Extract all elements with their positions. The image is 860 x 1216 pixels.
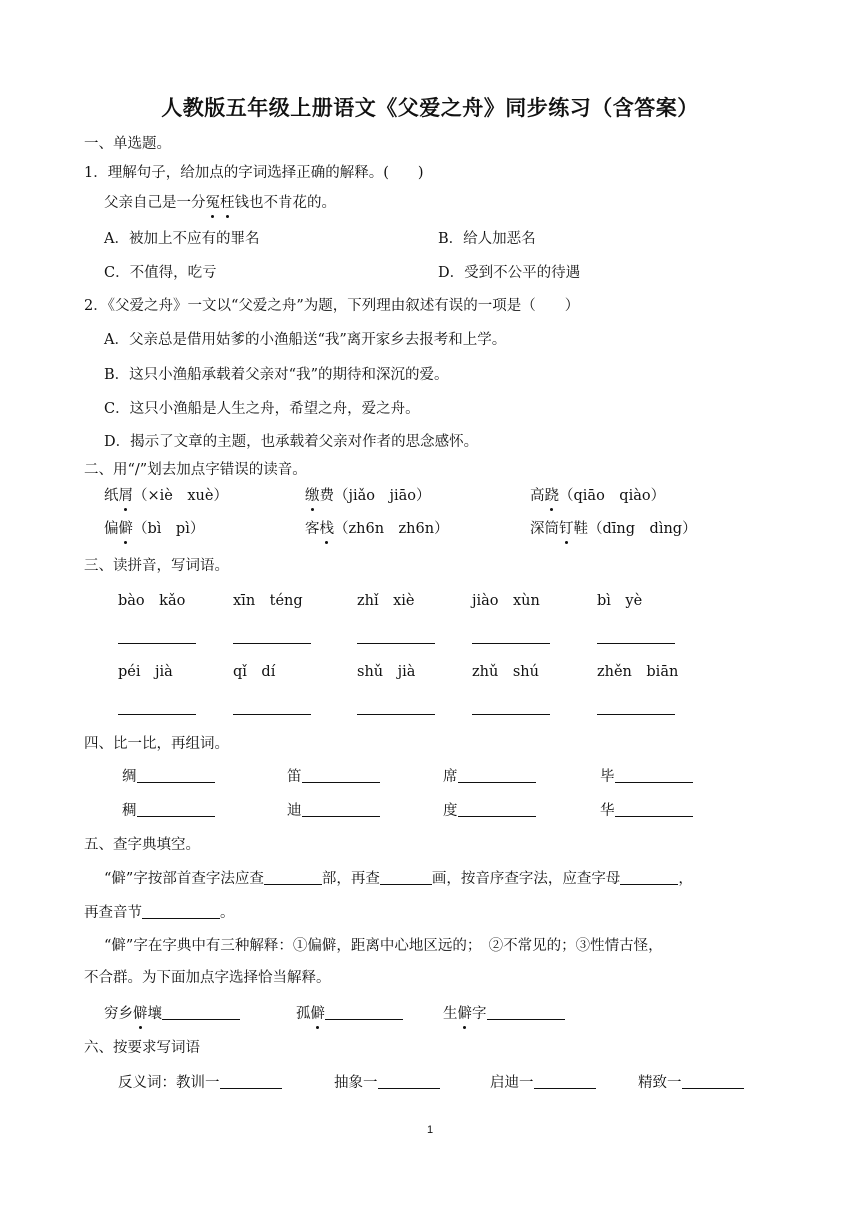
answer-blank[interactable] [137, 767, 215, 783]
answer-blank[interactable] [380, 869, 432, 885]
pinyin-prompt: zhǐ xiè [357, 593, 415, 609]
pinyin-prompt: jiào xùn [472, 593, 540, 609]
text: 画，按音序查字法，应查字母 [431, 871, 621, 887]
answer-blank[interactable] [220, 1073, 282, 1089]
page-number: 1 [426, 1124, 434, 1136]
compare-char: 迪 [287, 803, 302, 819]
answer-blank[interactable] [142, 903, 220, 919]
pinyin-item [530, 519, 697, 539]
section-6-heading: 六、按要求写词语 [84, 1040, 200, 1056]
answer-blank[interactable] [682, 1073, 744, 1089]
item-text: 高 [530, 488, 545, 504]
item-text: 费 [319, 488, 334, 504]
pinyin-prompt: bì yè [597, 593, 643, 609]
answer-blank[interactable] [233, 642, 311, 644]
compare-item [287, 801, 380, 821]
section-2-heading: 二、用“/”划去加点字错误的读音。 [84, 462, 307, 478]
answer-blank[interactable] [302, 801, 380, 817]
item-text: 偏 [104, 521, 119, 537]
answer-blank[interactable] [458, 767, 536, 783]
antonym-item [490, 1073, 596, 1093]
item-pinyin: （×iè xuè） [133, 488, 228, 504]
compare-item [600, 801, 693, 821]
answer-blank[interactable] [597, 642, 675, 644]
text: ， [678, 871, 693, 887]
pinyin-prompt: shǔ jià [357, 664, 416, 680]
text: 再查音节 [84, 905, 142, 921]
pinyin-item [104, 486, 228, 506]
q1-option-c: C．不值得，吃亏 [104, 265, 217, 281]
section-1-heading: 一、单选题。 [84, 136, 171, 152]
q2-option-a: A．父亲总是借用姑爹的小渔船送“我”离开家乡去报考和上学。 [104, 332, 507, 348]
s5-paragraph-1 [104, 869, 693, 889]
s5-word-1 [104, 1004, 240, 1024]
answer-blank[interactable] [118, 713, 196, 715]
q2-option-c: C．这只小渔船是人生之舟，希望之舟，爱之舟。 [104, 401, 420, 417]
section-4-heading: 四、比一比，再组词。 [84, 736, 229, 752]
item-pinyin: （jiǎo jiāo） [334, 488, 431, 504]
answer-blank[interactable] [137, 801, 215, 817]
antonym-label: 反义词： [118, 1075, 176, 1091]
q2-stem: 2．《父爱之舟》一文以“父爱之舟”为题，下列理由叙述有误的一项是（ ） [84, 298, 580, 314]
text: 部，再查 [321, 871, 380, 887]
dotted-char: 屑 [118, 488, 133, 504]
text: 。 [220, 905, 235, 921]
antonym-item [638, 1073, 744, 1093]
answer-blank[interactable] [534, 1073, 596, 1089]
antonym-item [334, 1073, 440, 1093]
dotted-char: 僻 [133, 1006, 148, 1022]
pinyin-prompt: bào kǎo [118, 593, 186, 609]
item-pinyin: （dīng dìng） [588, 521, 697, 537]
dotted-char: 枉 [220, 195, 235, 211]
item-text: 纸 [104, 488, 119, 504]
item-text: 鞋 [573, 521, 588, 537]
dotted-char: 僻 [310, 1006, 325, 1022]
q2-option-d: D．揭示了文章的主题，也承载着父亲对作者的思念感怀。 [104, 434, 479, 450]
compare-char: 华 [600, 803, 615, 819]
compare-char: 度 [443, 803, 458, 819]
s5-paragraph-4: 不合群。为下面加点字选择恰当解释。 [84, 970, 331, 986]
answer-blank[interactable] [357, 713, 435, 715]
dotted-char: 僻 [118, 521, 133, 537]
compare-item [600, 767, 693, 787]
answer-blank[interactable] [472, 642, 550, 644]
dotted-char: 跷 [544, 488, 559, 504]
answer-blank[interactable] [378, 1073, 440, 1089]
compare-item [122, 767, 215, 787]
antonym-item [118, 1073, 282, 1093]
item-text: 客 [305, 521, 320, 537]
compare-char: 笛 [287, 769, 302, 785]
text: 穷乡 [104, 1006, 133, 1022]
text: 启迪一 [490, 1075, 534, 1091]
item-pinyin: （bì pì） [133, 521, 205, 537]
answer-blank[interactable] [620, 869, 678, 885]
item-pinyin: （qiāo qiào） [559, 488, 666, 504]
item-pinyin: （zh6n zh6n） [334, 521, 449, 537]
answer-blank[interactable] [487, 1004, 565, 1020]
dotted-char: 栈 [319, 521, 334, 537]
compare-item [122, 801, 215, 821]
answer-blank[interactable] [615, 801, 693, 817]
compare-item [443, 801, 536, 821]
answer-blank[interactable] [162, 1004, 240, 1020]
compare-item [287, 767, 380, 787]
answer-blank[interactable] [325, 1004, 403, 1020]
text: 抽象一 [334, 1075, 378, 1091]
q1-sentence-pre: 父亲自己是一分 [104, 195, 206, 211]
text: 壤 [147, 1006, 162, 1022]
q1-option-a: A．被加上不应有的罪名 [104, 231, 260, 247]
answer-blank[interactable] [458, 801, 536, 817]
text: 字 [472, 1006, 487, 1022]
answer-blank[interactable] [264, 869, 322, 885]
q2-option-b: B．这只小渔船承载着父亲对“我”的期待和深沉的爱。 [104, 367, 449, 383]
answer-blank[interactable] [472, 713, 550, 715]
pinyin-item [530, 486, 665, 506]
compare-char: 毕 [600, 769, 615, 785]
section-5-heading: 五、查字典填空。 [84, 837, 200, 853]
answer-blank[interactable] [302, 767, 380, 783]
page-title: 人教版五年级上册语文《父爱之舟》同步练习（含答案） [161, 96, 699, 120]
q1-sentence [104, 193, 336, 213]
s5-paragraph-3: “僻”字在字典中有三种解释：①偏僻，距离中心地区远的； ②不常见的；③性情古怪， [104, 938, 663, 954]
answer-blank[interactable] [615, 767, 693, 783]
s5-paragraph-2 [84, 903, 235, 923]
q1-option-b: B．给人加恶名 [438, 231, 536, 247]
pinyin-prompt: xīn téng [233, 593, 303, 609]
pinyin-prompt: zhěn biān [597, 664, 679, 680]
pinyin-prompt: qǐ dí [233, 664, 276, 680]
compare-char: 绸 [122, 769, 137, 785]
compare-item [443, 767, 536, 787]
dotted-char: 冤 [205, 195, 220, 211]
answer-blank[interactable] [118, 642, 196, 644]
q1-stem: 1．理解句子，给加点的字词选择正确的解释。( ) [84, 165, 424, 181]
text: 教训一 [176, 1075, 220, 1091]
q1-sentence-post: 钱也不肯花的。 [234, 195, 336, 211]
text: 孤 [296, 1006, 311, 1022]
section-3-heading: 三、读拼音，写词语。 [84, 558, 229, 574]
dotted-char: 僻 [457, 1006, 472, 1022]
text: 生 [443, 1006, 458, 1022]
answer-blank[interactable] [233, 713, 311, 715]
answer-blank[interactable] [357, 642, 435, 644]
pinyin-item [305, 519, 449, 539]
pinyin-prompt: zhǔ shú [472, 664, 539, 680]
dotted-char: 缴 [305, 488, 320, 504]
compare-char: 稠 [122, 803, 137, 819]
s5-word-2 [296, 1004, 403, 1024]
pinyin-prompt: péi jià [118, 664, 173, 680]
item-text: 深筒 [530, 521, 559, 537]
pinyin-item [305, 486, 431, 506]
s5-word-3 [443, 1004, 565, 1024]
text: “僻”字按部首查字法应查 [104, 871, 264, 887]
compare-char: 席 [443, 769, 458, 785]
text: 精致一 [638, 1075, 682, 1091]
answer-blank[interactable] [597, 713, 675, 715]
q1-option-d: D．受到不公平的待遇 [438, 265, 581, 281]
dotted-char: 钉 [559, 521, 574, 537]
pinyin-item [104, 519, 204, 539]
